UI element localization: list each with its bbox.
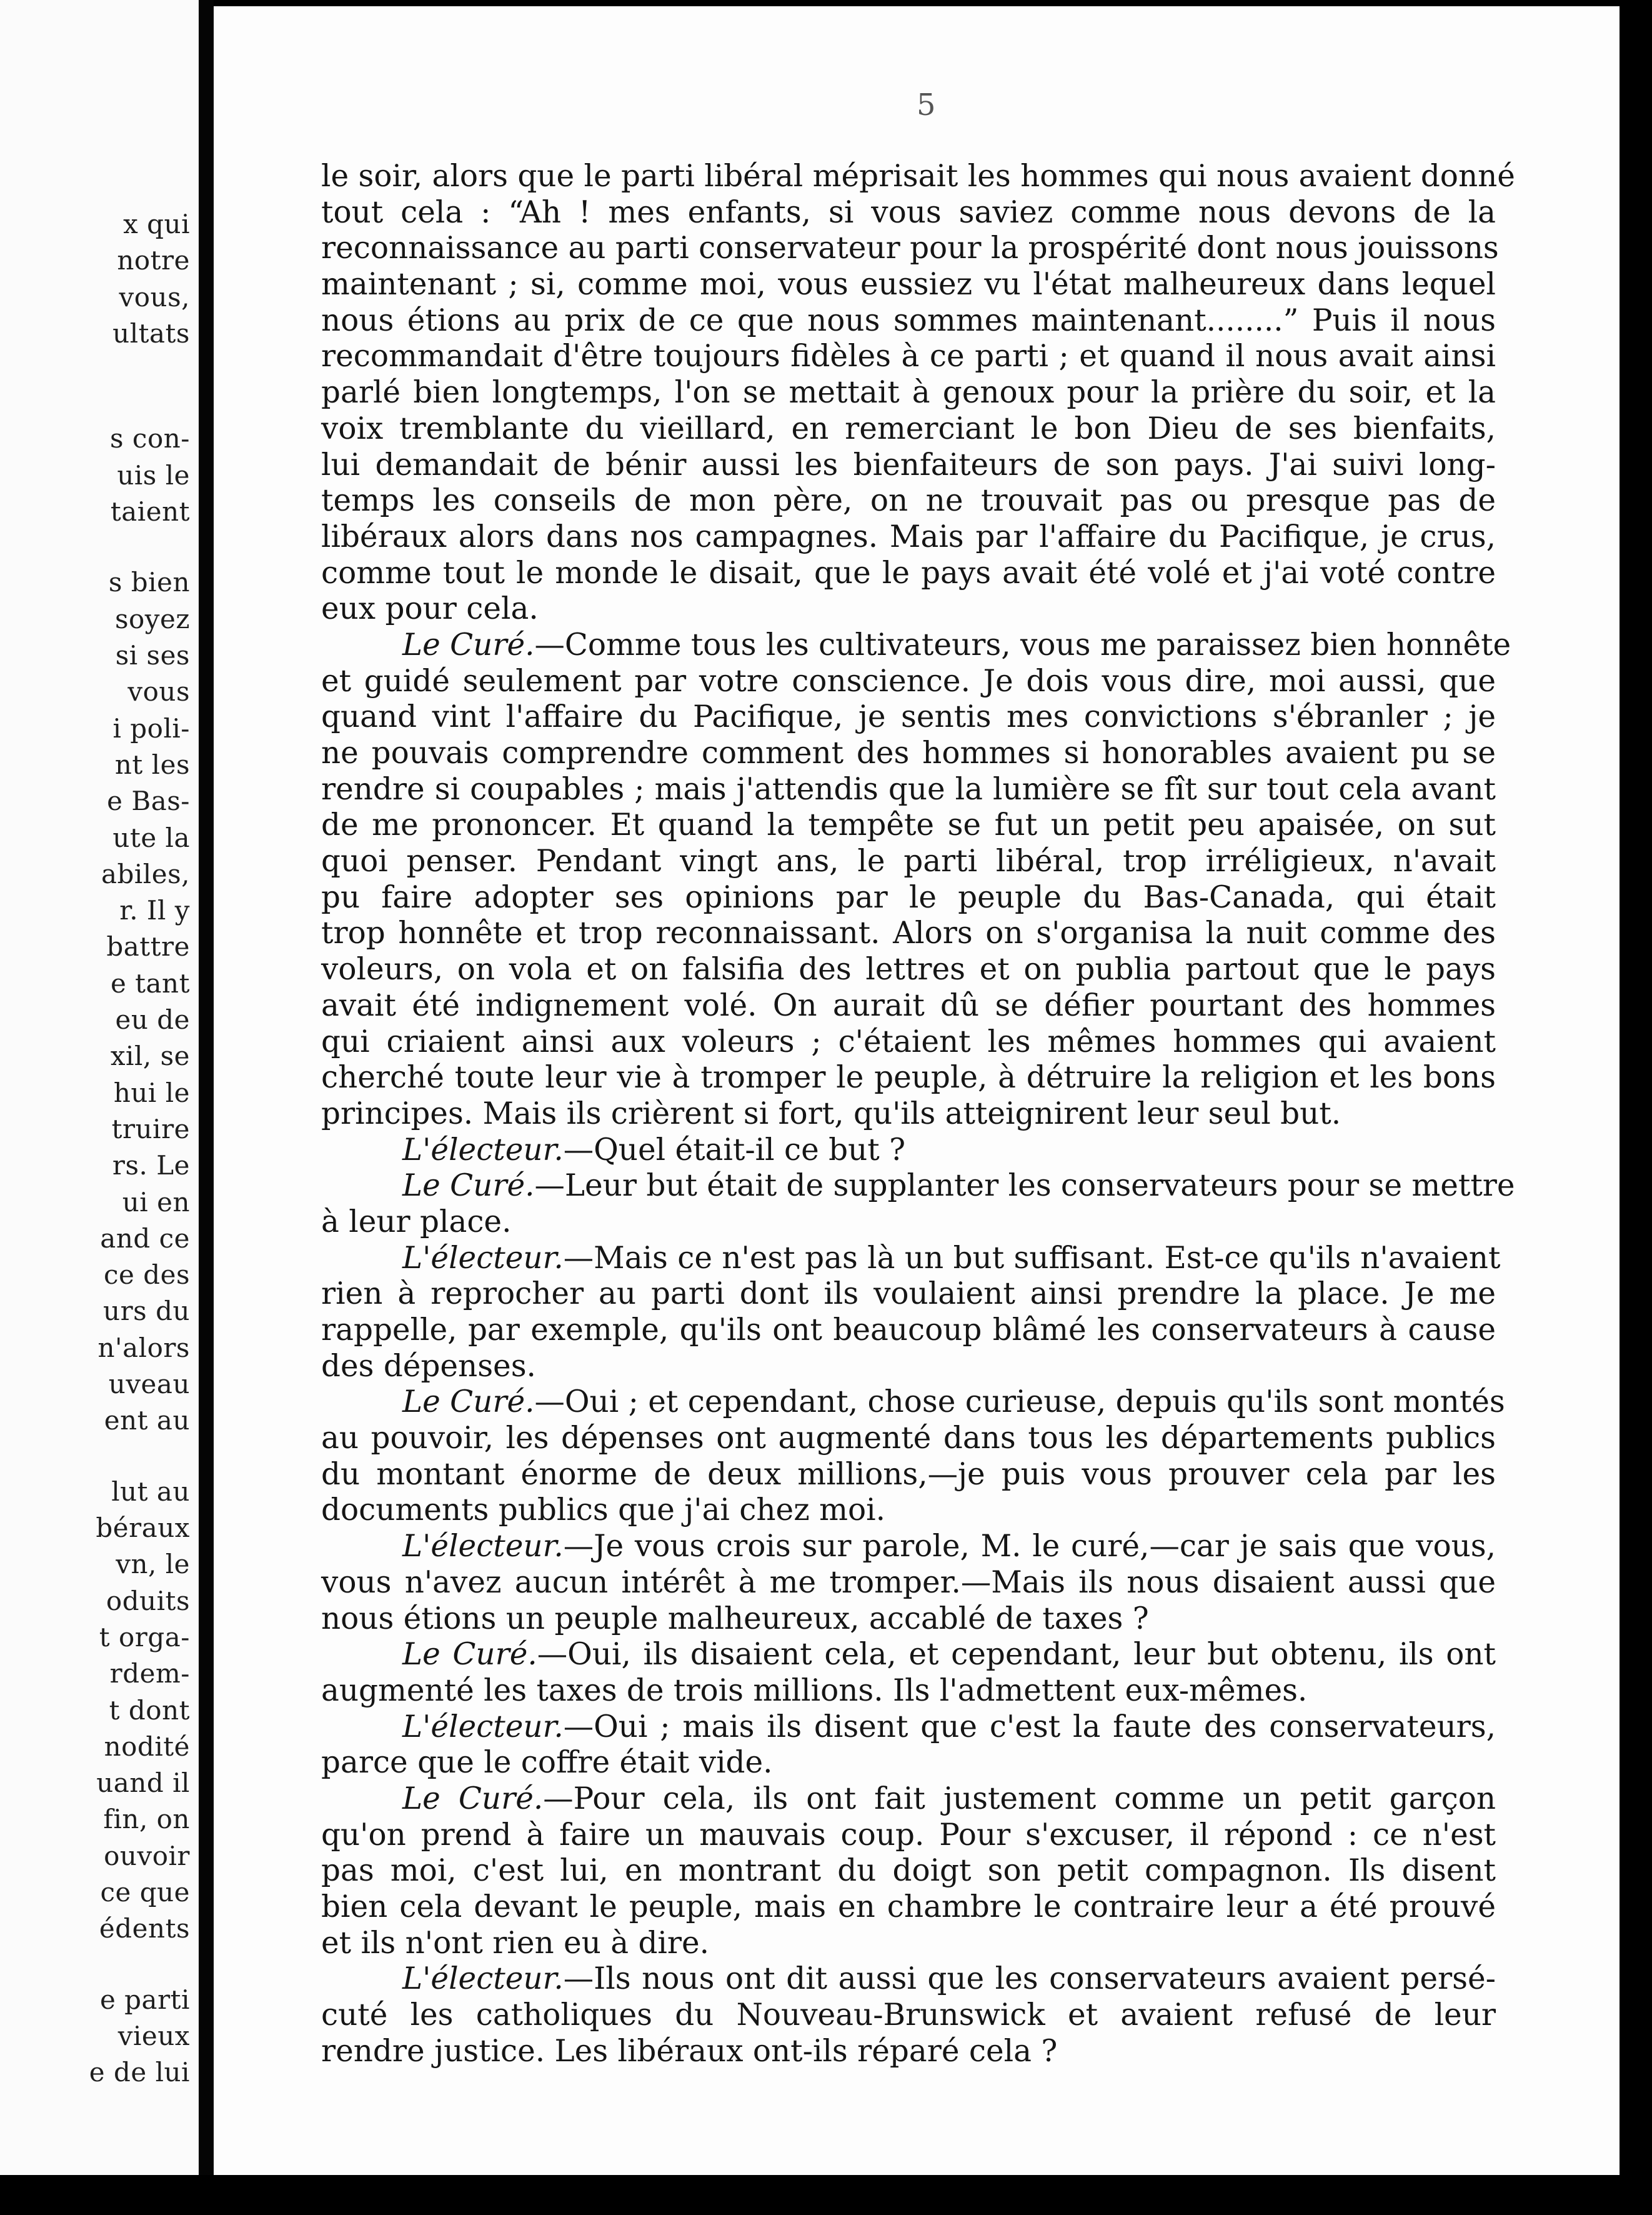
text-line [321,1312,1496,1349]
left-page-line: nodité [104,1731,190,1762]
text-line [321,448,1496,484]
text-line [321,556,1496,592]
text-line [321,1421,1496,1457]
left-page-line: béraux [96,1512,190,1543]
line-text: au pouvoir, les dépenses ont augmenté dans tous les départements publics [321,1421,1496,1456]
right-page [214,6,1620,2175]
line-text: —Oui, ils disaient cela, et cependant, leur but obtenu, ils ont [537,1637,1496,1672]
text-line [321,1492,1496,1529]
line-text: rendre si coupables ; mais j'attendis que la lumière se fît sur tout cela avant [321,771,1496,807]
line-text: rendre justice. Les libéraux ont-ils réparé cela ? [321,2033,1058,2069]
left-page-line: vn, le [116,1549,190,1580]
text-line [321,664,1496,700]
text-line [321,339,1496,375]
line-text: de me prononcer. Et quand la tempête se fut un petit peu apaisée, on sut [321,808,1496,843]
left-page-line: taient [110,496,190,527]
line-text: avait été indignement volé. On aurait dû se défier pourtant des hommes [321,988,1496,1023]
text-line [321,1096,1496,1132]
left-page-line: s con- [110,423,190,454]
left-page-line: t orga- [99,1621,190,1652]
text-line [321,2034,1496,2070]
line-text: —Leur but était de supplanter les conservateurs pour se mettre [534,1168,1515,1204]
text-line [321,1745,1496,1781]
left-page-line: xil, se [110,1041,190,1072]
left-page-line: nt les [114,749,190,780]
text-line [321,519,1496,556]
text-line [321,627,1511,664]
left-page-line: ouvoir [104,1840,190,1871]
left-page-line: e parti [99,1984,190,2015]
left-page-line: s bien [108,567,190,598]
line-text: —Ils nous ont dit aussi que les conservateurs avaient persé- [563,1961,1496,1997]
line-text: eux pour cela. [321,591,539,627]
text-line [321,1565,1496,1601]
text-line [321,1349,1496,1385]
left-page-line: lut au [111,1476,190,1507]
line-text: —Quel était-il ce but ? [563,1132,906,1168]
left-page-line: abiles, [101,858,190,889]
left-page-line: vous, [119,281,190,312]
text-line [321,844,1496,880]
text-line [321,1601,1496,1638]
line-text: maintenant ; si, comme moi, vous eussiez vu l'état malheureux dans lequel [321,267,1496,302]
left-page-line: eu de [115,1004,190,1035]
left-page-line: ce que [100,1877,190,1908]
text-line [321,1889,1496,1926]
left-page-line: urs du [103,1296,190,1327]
line-text: lui demandait de bénir aussi les bienfaiteurs de son pays. J'ai suivi long- [321,447,1496,482]
text-line [321,1060,1496,1096]
text-line [321,1998,1496,2034]
left-page-line: ultats [112,318,190,349]
scan-border-right [1620,0,1652,2215]
line-text: —Oui ; et cependant, chose curieuse, depuis qu'ils sont montés [534,1384,1505,1420]
left-page-line: e tant [110,968,190,999]
line-text: nous étions un peuple malheureux, accablé de taxes ? [321,1601,1149,1636]
scan-border-bottom [0,2175,1652,2215]
text-line [321,772,1496,808]
line-text: à leur place. [321,1204,512,1239]
text-line [321,1132,1496,1169]
left-page-line: vous [127,676,190,708]
text-line [321,1240,1501,1277]
speaker-label: L'électeur. [402,1961,564,1997]
text-line [321,1709,1496,1746]
line-text: tout cela : “Ah ! mes enfants, si vous saviez comme nous devons de la [321,194,1496,230]
left-page-line: battre [106,931,190,962]
left-page-line: rdem- [109,1658,190,1689]
speaker-label: Le Curé. [402,627,535,662]
text-line [321,808,1496,844]
speaker-label: Le Curé. [402,1168,535,1204]
left-page-line: i poli- [112,712,190,744]
left-page-line: e de lui [89,2057,190,2088]
left-page-line: e Bas- [107,786,190,817]
text-line [321,1384,1505,1421]
speaker-label: L'électeur. [402,1132,564,1168]
left-page-line: soyez [114,603,190,634]
line-text: documents publics que j'ai chez moi. [321,1492,885,1528]
line-text: trop honnête et trop reconnaissant. Alors on s'organisa la nuit comme des [321,916,1496,951]
line-text: pas moi, c'est lui, en montrant du doigt son petit compagnon. Ils disent [321,1853,1496,1889]
text-line [321,699,1496,736]
line-text: et ils n'ont rien eu à dire. [321,1925,710,1961]
line-text: augmenté les taxes de trois millions. Ils l'admettent eux-mêmes. [321,1672,1308,1708]
line-text: —Je vous crois sur parole, M. le curé,—car je sais que vous, [563,1529,1496,1564]
left-page-line: ent au [104,1405,190,1436]
line-text: —Oui ; mais ils disent que c'est la faute des conservateurs, [563,1709,1496,1744]
line-text: recommandait d'être toujours fidèles à ce parti ; et quand il nous avait ainsi [321,339,1496,374]
left-page-fragment [0,0,199,2215]
left-page-line: si ses [115,640,190,671]
line-text: qui criaient ainsi aux voleurs ; c'étaient les mêmes hommes qui avaient [321,1024,1496,1059]
left-page-line: oduits [106,1585,190,1616]
left-page-line: t dont [109,1694,190,1726]
line-text: nous étions au prix de ce que nous sommes maintenant........” Puis il nous [321,302,1496,338]
left-page-line: ute la [112,822,190,853]
left-page-line: hui le [113,1077,190,1108]
text-line [321,1204,1496,1241]
line-text: des dépenses. [321,1348,536,1384]
speaker-label: Le Curé. [402,1384,535,1420]
speaker-label: Le Curé. [402,1637,537,1672]
line-text: et guidé seulement par votre conscience. Je dois vous dire, moi aussi, que [321,663,1496,699]
left-page-line: ui en [122,1186,190,1218]
text-line [321,1853,1496,1889]
line-text: —Mais ce n'est pas là un but suffisant. Est-ce qu'ils n'avaient [563,1240,1501,1276]
text-line [321,1168,1515,1204]
text-line [321,267,1496,303]
line-text: rappelle, par exemple, qu'ils ont beaucoup blâmé les conservateurs à cause [321,1312,1496,1348]
line-text: le soir, alors que le parti libéral méprisait les hommes qui nous avaient donné [321,159,1515,194]
text-line [321,1926,1496,1962]
line-text: cherché toute leur vie à tromper le peuple, à détruire la religion et les bons [321,1060,1496,1096]
text-line [321,880,1496,916]
text-line [321,1961,1496,1998]
line-text: quand vint l'affaire du Pacifique, je sentis mes convictions s'ébranler ; je [321,699,1496,735]
left-page-line: uand il [96,1768,190,1799]
book-gutter [199,0,214,2215]
text-block [321,159,1515,2069]
text-line [321,591,1496,628]
page-number: 5 [917,88,936,122]
left-page-line: édents [99,1913,190,1944]
line-text: qu'on prend à faire un mauvais coup. Pour s'excuser, il répond : ce n'est [321,1817,1496,1852]
text-line [321,195,1496,231]
line-text: bien cela devant le peuple, mais en chambre le contraire leur a été prouvé [321,1889,1496,1924]
text-line [321,1024,1496,1061]
line-text: voleurs, on vola et on falsifia des lettres et on publia partout que le pays [321,952,1496,988]
left-page-line: uveau [108,1369,190,1399]
line-text: parlé bien longtemps, l'on se mettait à genoux pour la prière du soir, et la [321,375,1496,411]
text-line [321,952,1496,988]
text-line [321,411,1496,448]
left-page-line: vieux [117,2021,190,2051]
text-line [321,159,1515,195]
text-line [321,1529,1496,1565]
line-text: voix tremblante du vieillard, en remerciant le bon Dieu de ses bienfaits, [321,411,1496,446]
line-text: cuté les catholiques du Nouveau-Brunswick et avaient refusé de leur [321,1998,1496,2033]
line-text: quoi penser. Pendant vingt ans, le parti libéral, trop irréligieux, n'avait [321,844,1496,879]
line-text: —Pour cela, ils ont fait justement comme un petit garçon [543,1781,1496,1816]
line-text: ne pouvais comprendre comment des hommes si honorables avaient pu se [321,736,1496,771]
text-line [321,1818,1496,1854]
text-line [321,736,1496,772]
line-text: libéraux alors dans nos campagnes. Mais par l'affaire du Pacifique, je crus, [321,519,1496,554]
line-text: reconnaissance au parti conservateur pour la prospérité dont nous jouissons [321,231,1499,266]
line-text: comme tout le monde le disait, que le pays avait été volé et j'ai voté contre [321,555,1496,591]
speaker-label: L'électeur. [402,1240,564,1276]
text-line [321,916,1496,952]
text-line [321,988,1496,1024]
line-text: vous n'avez aucun intérêt à me tromper.—Mais ils nous disaient aussi que [321,1564,1496,1600]
text-line [321,231,1499,267]
left-page-line: truire [111,1113,190,1144]
text-line [321,483,1496,519]
left-page-line: r. Il y [119,895,190,926]
line-text: rien à reprocher au parti dont ils voulaient ainsi prendre la place. Je me [321,1276,1496,1312]
text-line [321,1637,1496,1673]
text-line [321,1276,1496,1312]
speaker-label: Le Curé. [402,1781,544,1816]
line-text: temps les conseils de mon père, on ne trouvait pas ou presque pas de [321,483,1496,519]
speaker-label: L'électeur. [402,1709,564,1744]
text-line [321,375,1496,411]
speaker-label: L'électeur. [402,1529,564,1564]
text-line [321,1457,1496,1493]
left-page-line: notre [117,245,190,276]
left-page-line: uis le [117,459,190,491]
left-page-line: and ce [100,1222,190,1254]
left-page-line: ce des [103,1259,190,1291]
line-text: principes. Mais ils crièrent si fort, qu'ils atteignirent leur seul but. [321,1096,1341,1131]
text-line [321,303,1496,339]
line-text: parce que le coffre était vide. [321,1745,773,1781]
left-page-line: rs. Le [112,1150,190,1181]
text-line [321,1673,1496,1709]
text-line [321,1781,1496,1818]
left-page-line: fin, on [103,1804,190,1835]
left-page-line: x qui [123,209,190,239]
line-text: —Comme tous les cultivateurs, vous me paraissez bien honnête [534,627,1511,662]
line-text: pu faire adopter ses opinions par le peuple du Bas-Canada, qui était [321,879,1496,915]
left-page-line: n'alors [97,1332,190,1363]
line-text: du montant énorme de deux millions,—je puis vous prouver cela par les [321,1456,1496,1492]
